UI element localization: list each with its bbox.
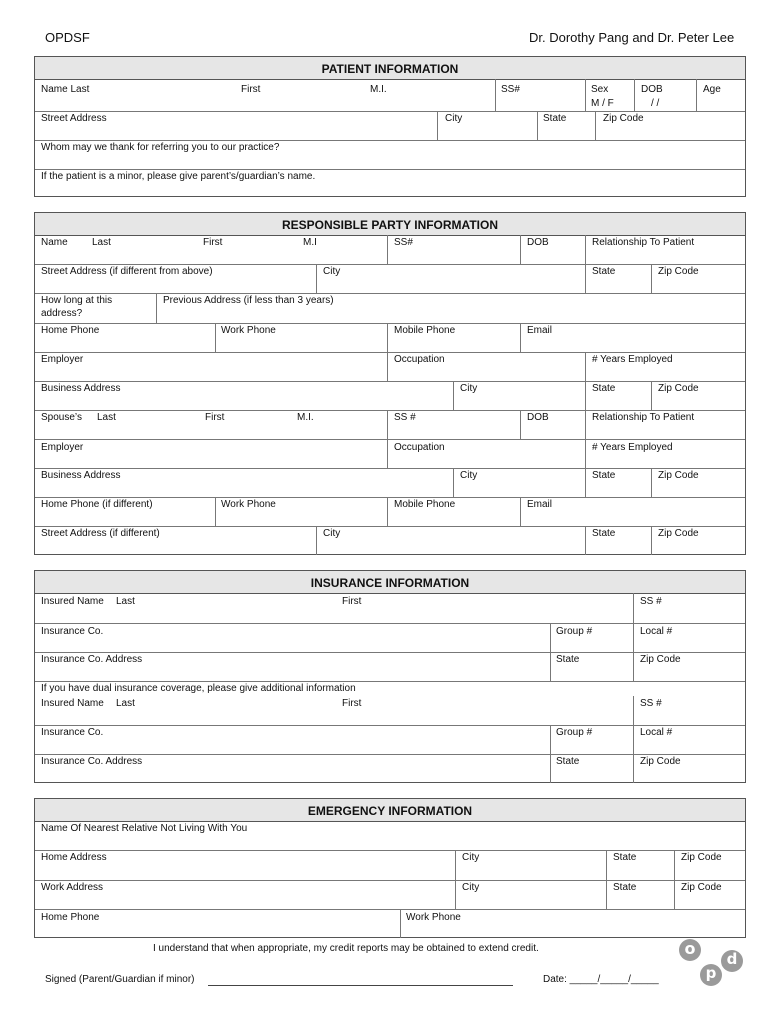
section-title: INSURANCE INFORMATION: [35, 571, 745, 594]
rp-zip-field[interactable]: Zip Code: [658, 266, 699, 277]
rp-first-field[interactable]: First: [203, 237, 223, 248]
spouse-zip-field[interactable]: Zip Code: [658, 528, 699, 539]
insured2-name-label: Insured Name: [41, 698, 104, 709]
ss-field[interactable]: SS#: [501, 84, 520, 95]
spouse-mi-field[interactable]: M.I.: [297, 412, 314, 423]
emergency-work-phone-field[interactable]: Work Phone: [406, 912, 461, 923]
rp-ss-field[interactable]: SS#: [394, 237, 413, 248]
insurance-address-field[interactable]: Insurance Co. Address: [41, 654, 143, 665]
insurance2-state-field[interactable]: State: [556, 756, 580, 767]
rp-home-phone-field[interactable]: Home Phone: [41, 325, 100, 336]
responsible-party-section: [34, 212, 746, 555]
doctors-names: Dr. Dorothy Pang and Dr. Peter Lee: [529, 30, 735, 45]
spouse-street-field[interactable]: Street Address (if different): [41, 528, 160, 539]
insurance2-zip-field[interactable]: Zip Code: [640, 756, 681, 767]
insured-ss-field[interactable]: SS #: [640, 596, 662, 607]
rp-mi-field[interactable]: M.I: [303, 237, 317, 248]
local2-field[interactable]: Local #: [640, 727, 673, 738]
insured-first-field[interactable]: First: [342, 596, 362, 607]
spouse-ss-field[interactable]: SS #: [394, 412, 416, 423]
spouse-first-field[interactable]: First: [205, 412, 225, 423]
rp-name-label: Name: [41, 237, 68, 248]
mi-field[interactable]: M.I.: [370, 84, 387, 95]
spouse-home-phone-field[interactable]: Home Phone (if different): [41, 499, 153, 510]
spouse-work-phone-field[interactable]: Work Phone: [221, 499, 276, 510]
insured2-last-field[interactable]: Last: [116, 698, 135, 709]
date-field[interactable]: Date: _____/_____/_____: [543, 974, 659, 985]
insurance-state-field[interactable]: State: [556, 654, 580, 665]
rp-relationship-field[interactable]: Relationship To Patient: [592, 237, 695, 248]
rp-how-long-label: How long at this: [41, 295, 113, 306]
practice-logo-o: o: [679, 939, 701, 961]
age-field[interactable]: Age: [703, 84, 721, 95]
spouse-email-field[interactable]: Email: [527, 499, 553, 510]
emergency-home-zip-field[interactable]: Zip Code: [681, 852, 722, 863]
rp-city-field[interactable]: City: [323, 266, 341, 277]
sex-label: Sex: [591, 84, 609, 95]
rp-occupation-field[interactable]: Occupation: [394, 354, 445, 365]
rp-years-employed-field[interactable]: # Years Employed: [592, 354, 673, 365]
spouse-business-state-field[interactable]: State: [592, 470, 616, 481]
rp-dob-field[interactable]: DOB: [527, 237, 549, 248]
insured-name-label: Insured Name: [41, 596, 104, 607]
dob-label: DOB: [641, 84, 663, 95]
spouse-label: Spouse’s: [41, 412, 82, 423]
insured-last-field[interactable]: Last: [116, 596, 135, 607]
spouse-employer-field[interactable]: Employer: [41, 442, 84, 453]
rp-business-zip-field[interactable]: Zip Code: [658, 383, 699, 394]
rp-last-field[interactable]: Last: [92, 237, 111, 248]
emergency-home-address-field[interactable]: Home Address: [41, 852, 107, 863]
insurance2-co-field[interactable]: Insurance Co.: [41, 727, 104, 738]
emergency-work-city-field[interactable]: City: [462, 882, 480, 893]
section-title: RESPONSIBLE PARTY INFORMATION: [35, 213, 745, 236]
section-title: PATIENT INFORMATION: [35, 57, 745, 80]
dob-field[interactable]: / /: [651, 98, 660, 109]
local-field[interactable]: Local #: [640, 626, 673, 637]
spouse-mobile-phone-field[interactable]: Mobile Phone: [394, 499, 456, 510]
rp-mobile-phone-field[interactable]: Mobile Phone: [394, 325, 456, 336]
emergency-work-state-field[interactable]: State: [613, 882, 637, 893]
spouse-relationship-field[interactable]: Relationship To Patient: [592, 412, 695, 423]
group2-field[interactable]: Group #: [556, 727, 593, 738]
insurance-section: [34, 570, 746, 783]
spouse-occupation-field[interactable]: Occupation: [394, 442, 445, 453]
emergency-work-address-field[interactable]: Work Address: [41, 882, 104, 893]
rp-employer-field[interactable]: Employer: [41, 354, 84, 365]
emergency-home-state-field[interactable]: State: [613, 852, 637, 863]
street-address-field[interactable]: Street Address: [41, 113, 107, 124]
emergency-work-zip-field[interactable]: Zip Code: [681, 882, 722, 893]
insurance-co-field[interactable]: Insurance Co.: [41, 626, 104, 637]
spouse-business-zip-field[interactable]: Zip Code: [658, 470, 699, 481]
spouse-city-field[interactable]: City: [323, 528, 341, 539]
state-field[interactable]: State: [543, 113, 567, 124]
spouse-state-field[interactable]: State: [592, 528, 616, 539]
guardian-name-field[interactable]: If the patient is a minor, please give parent’s/guardian’s name.: [41, 171, 316, 182]
dual-coverage-note: If you have dual insurance coverage, please give additional information: [41, 683, 356, 694]
referral-field[interactable]: Whom may we thank for referring you to our practice?: [41, 142, 280, 153]
zip-field[interactable]: Zip Code: [603, 113, 644, 124]
rp-previous-address-field[interactable]: Previous Address (if less than 3 years): [163, 295, 334, 306]
group-field[interactable]: Group #: [556, 626, 593, 637]
emergency-home-city-field[interactable]: City: [462, 852, 480, 863]
rp-state-field[interactable]: State: [592, 266, 616, 277]
signature-line[interactable]: [208, 985, 513, 986]
spouse-dob-field[interactable]: DOB: [527, 412, 549, 423]
spouse-years-employed-field[interactable]: # Years Employed: [592, 442, 673, 453]
spouse-business-city-field[interactable]: City: [460, 470, 478, 481]
rp-how-long-field[interactable]: address?: [41, 308, 83, 319]
rp-work-phone-field[interactable]: Work Phone: [221, 325, 276, 336]
rp-business-address-field[interactable]: Business Address: [41, 383, 121, 394]
sex-options[interactable]: M / F: [591, 98, 614, 109]
credit-consent-text: I understand that when appropriate, my credit reports may be obtained to extend credit.: [153, 943, 539, 954]
rp-business-city-field[interactable]: City: [460, 383, 478, 394]
insurance-zip-field[interactable]: Zip Code: [640, 654, 681, 665]
patient-information-section: [34, 56, 746, 197]
emergency-home-phone-field[interactable]: Home Phone: [41, 912, 100, 923]
form-code: OPDSF: [45, 30, 90, 45]
name-last-field[interactable]: Name Last: [41, 84, 90, 95]
practice-logo-d: d: [721, 950, 743, 972]
practice-logo-p: p: [700, 964, 722, 986]
first-name-field[interactable]: First: [241, 84, 261, 95]
city-field[interactable]: City: [445, 113, 463, 124]
section-title: EMERGENCY INFORMATION: [35, 799, 745, 822]
insurance2-address-field[interactable]: Insurance Co. Address: [41, 756, 143, 767]
spouse-last-field[interactable]: Last: [97, 412, 116, 423]
emergency-section: [34, 798, 746, 938]
signature-label: Signed (Parent/Guardian if minor): [45, 974, 195, 985]
insured2-first-field[interactable]: First: [342, 698, 362, 709]
rp-street-field[interactable]: Street Address (if different from above): [41, 266, 213, 277]
rp-email-field[interactable]: Email: [527, 325, 553, 336]
rp-business-state-field[interactable]: State: [592, 383, 616, 394]
spouse-business-address-field[interactable]: Business Address: [41, 470, 121, 481]
insured2-ss-field[interactable]: SS #: [640, 698, 662, 709]
nearest-relative-field[interactable]: Name Of Nearest Relative Not Living With You: [41, 823, 248, 834]
